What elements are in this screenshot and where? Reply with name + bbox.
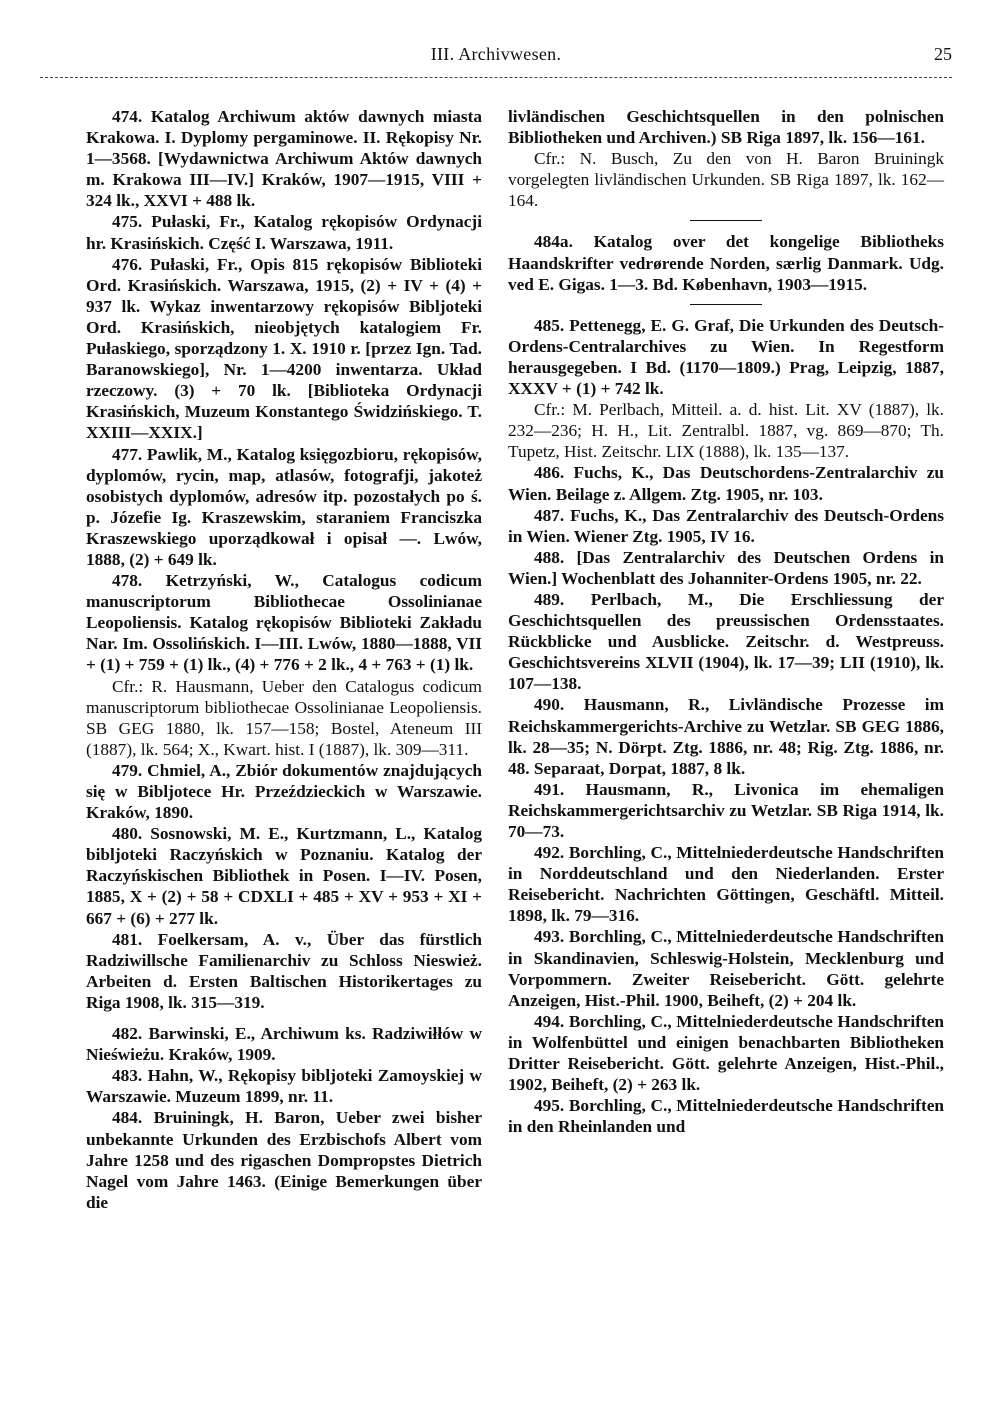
entry-489: 489. Perlbach, M., Die Erschliessung der Geschichtsquellen des preussischen Ordensstaates. Rückblicke und Ausblicke. Zeitschr. d. Westpreuss. Geschichtsvereins XLVII (1904), lk. 17—39; LII (1910), lk. 107—138. (508, 589, 944, 694)
page-number: 25 (934, 44, 952, 64)
entry-481: 481. Foelkersam, A. v., Über das fürstlich Radziwillsche Familienarchiv zu Schloss Nieswież. Arbeiten d. Ersten Baltischen Historikertages zu Riga 1908, lk. 315—319. (86, 929, 482, 1012)
separator-rule (690, 304, 762, 305)
entry-485: 485. Pettenegg, E. G. Graf, Die Urkunden des Deutsch-Ordens-Centralarchives zu Wien. In Regestform herausgegeben. I Bd. (1170—1809.) Prag, Leipzig, 1887, XXXV + (1) + 742 lk. (508, 315, 944, 399)
entry-484-cfr: Cfr.: N. Busch, Zu den von H. Baron Bruiningk vorgelegten livländischen Urkunden. SB Riga 1897, lk. 162—164. (508, 149, 944, 211)
entry-487: 487. Fuchs, K., Das Zentralarchiv des Deutsch-Ordens in Wien. Wiener Ztg. 1905, IV 16. (508, 505, 944, 546)
entry-495: 495. Borchling, C., Mittelniederdeutsche Handschriften in den Rheinlanden und (508, 1096, 944, 1137)
entry-480: 480. Sosnowski, M. E., Kurtzmann, L., Katalog bibljoteki Raczyńskich w Poznaniu. Katalog der Raczyńskischen Bibliothek in Posen. I—IV. Posen, 1885, X + (2) + 58 + CDXLI + 485 + XV + 953 + XI + 667 + (6) + 277 lk. (86, 824, 482, 928)
entry-484a: 484a. Katalog over det kongelige Bibliotheks Haandskrifter vedrørende Norden, særlig Danmark. Udg. ved E. Gigas. 1—3. Bd. København, 1903—1915. (508, 232, 944, 294)
entry-479: 479. Chmiel, A., Zbiór dokumentów znajdujących się w Bibljotece Hr. Przeździeckich w Warszawie. Kraków, 1890. (86, 760, 482, 823)
entry-476: 476. Pułaski, Fr., Opis 815 rękopisów Biblioteki Ord. Krasińskich. Warszawa, 1915, (2) + IV + (4) + 937 lk. Wykaz inwentarzowy rękopisów Bibljoteki Ord. Krasińskich, nieobjętych katalogiem Fr. Pułaskiego, sporządzony 1. X. 1910 r. [przez Ign. Tad. Baranowskiego], Nr. 1—4200 inwentarza. Układ rzeczowy. (3) + 70 lk. [Biblioteka Ordynacji Krasińskich, Muzeum Konstantego Świdzińskiego. T. XXIII—XXIX.] (86, 254, 482, 443)
left-column (86, 106, 482, 1213)
entry-483: 483. Hahn, W., Rękopisy bibljoteki Zamoyskiej w Warszawie. Muzeum 1899, nr. 11. (86, 1066, 482, 1107)
entry-486: 486. Fuchs, K., Das Deutschordens-Zentralarchiv zu Wien. Beilage z. Allgem. Ztg. 1905, nr. 103. (508, 463, 944, 504)
header-rule (40, 77, 952, 78)
entry-493: 493. Borchling, C., Mittelniederdeutsche Handschriften in Skandinavien, Schleswig-Holstein, Mecklenburg und Vorpommern. Zweiter Reisebericht. Gött. gelehrte Anzeigen, Hist.-Phil. 1900, Beiheft, (2) + 204 lk. (508, 927, 944, 1010)
entry-484-continued: livländischen Geschichtsquellen in den polnischen Bibliotheken und Archiven.) SB Riga 1897, lk. 156—161. (508, 107, 944, 148)
entry-477: 477. Pawlik, M., Katalog księgozbioru, rękopisów, dyplomów, rycin, map, atlasów, fotografji, jakoteż osobistych dyplomów, adresów itp. pozostałych po ś. p. Józefie Ig. Kraszewskim, staraniem Franciszka Kraszewskiego uporządkował i opisał —. Lwów, 1888, (2) + 649 lk. (86, 444, 482, 569)
entry-490: 490. Hausmann, R., Livländische Prozesse im Reichskammergerichts-Archive zu Wetzlar. SB GEG 1886, lk. 28—35; N. Dörpt. Ztg. 1886, nr. 48; Rig. Ztg. 1886, nr. 48. Separaat, Dorpat, 1887, 8 lk. (508, 695, 944, 778)
page-header (40, 44, 952, 74)
entry-474: 474. Katalog Archiwum aktów dawnych miasta Krakowa. I. Dyplomy pergaminowe. II. Rękopisy Nr. 1—3568. [Wydawnictwa Archiwum Aktów dawnych m. Krakowa III—IV.] Kraków, 1907—1915, VIII + 324 lk., XXVI + 488 lk. (86, 107, 482, 211)
entry-485-cfr: Cfr.: M. Perlbach, Mitteil. a. d. hist. Lit. XV (1887), lk. 232—236; H. H., Lit. Zentralbl. 1887, vg. 869—870; Th. Tupetz, Hist. Zeitschr. LIX (1888), lk. 135—137. (508, 400, 944, 462)
section-title: III. Archivwesen. (430, 44, 562, 64)
entry-491: 491. Hausmann, R., Livonica im ehemaligen Reichskammergerichtsarchiv zu Wetzlar. SB Riga 1914, lk. 70—73. (508, 779, 944, 841)
entry-478: 478. Ketrzyński, W., Catalogus codicum manuscriptorum Bibliothecae Ossolinianae Leopoliensis. Katalog rękopisów Biblioteki Zakładu Nar. Im. Ossolińskich. I—III. Lwów, 1880—1888, VII + (1) + 759 + (1) lk., (4) + 776 + 2 lk., 4 + 763 + (1) lk. (86, 571, 482, 675)
entry-475: 475. Pułaski, Fr., Katalog rękopisów Ordynacji hr. Krasińskich. Część I. Warszawa, 1911. (86, 212, 482, 253)
separator-rule (690, 220, 762, 221)
entry-484: 484. Bruiningk, H. Baron, Ueber zwei bisher unbekannte Urkunden des Erzbischofs Albert vom Jahre 1258 und des rigaschen Dompropstes Dietrich Nagel vom Jahre 1463. (Einige Bemerkungen über die (86, 1108, 482, 1212)
right-column (508, 106, 944, 1137)
spacer (86, 1013, 482, 1023)
entry-488: 488. [Das Zentralarchiv des Deutschen Ordens in Wien.] Wochenblatt des Johanniter-Ordens 1905, nr. 22. (508, 547, 944, 588)
entry-478-cfr: Cfr.: R. Hausmann, Ueber den Catalogus codicum manuscriptorum bibliothecae Ossolinianae Leopoliensis. SB GEG 1880, lk. 157—158; Bostel, Ateneum III (1887), lk. 564; X., Kwart. hist. I (1887), lk. 309—311. (86, 676, 482, 759)
entry-492: 492. Borchling, C., Mittelniederdeutsche Handschriften in Norddeutschland und den Niederlanden. Erster Reisebericht. Nachrichten Göttingen, Geschäftl. Mitteil. 1898, lk. 79—316. (508, 843, 944, 926)
entry-482: 482. Barwinski, E., Archiwum ks. Radziwiłłów w Nieświeżu. Kraków, 1909. (86, 1024, 482, 1065)
entry-494: 494. Borchling, C., Mittelniederdeutsche Handschriften in Wolfenbüttel und einigen benachbarten Bibliotheken Dritter Reisebericht. Gött. gelehrte Anzeigen, Hist.-Phil., 1902, Beiheft, (2) + 263 lk. (508, 1011, 944, 1095)
